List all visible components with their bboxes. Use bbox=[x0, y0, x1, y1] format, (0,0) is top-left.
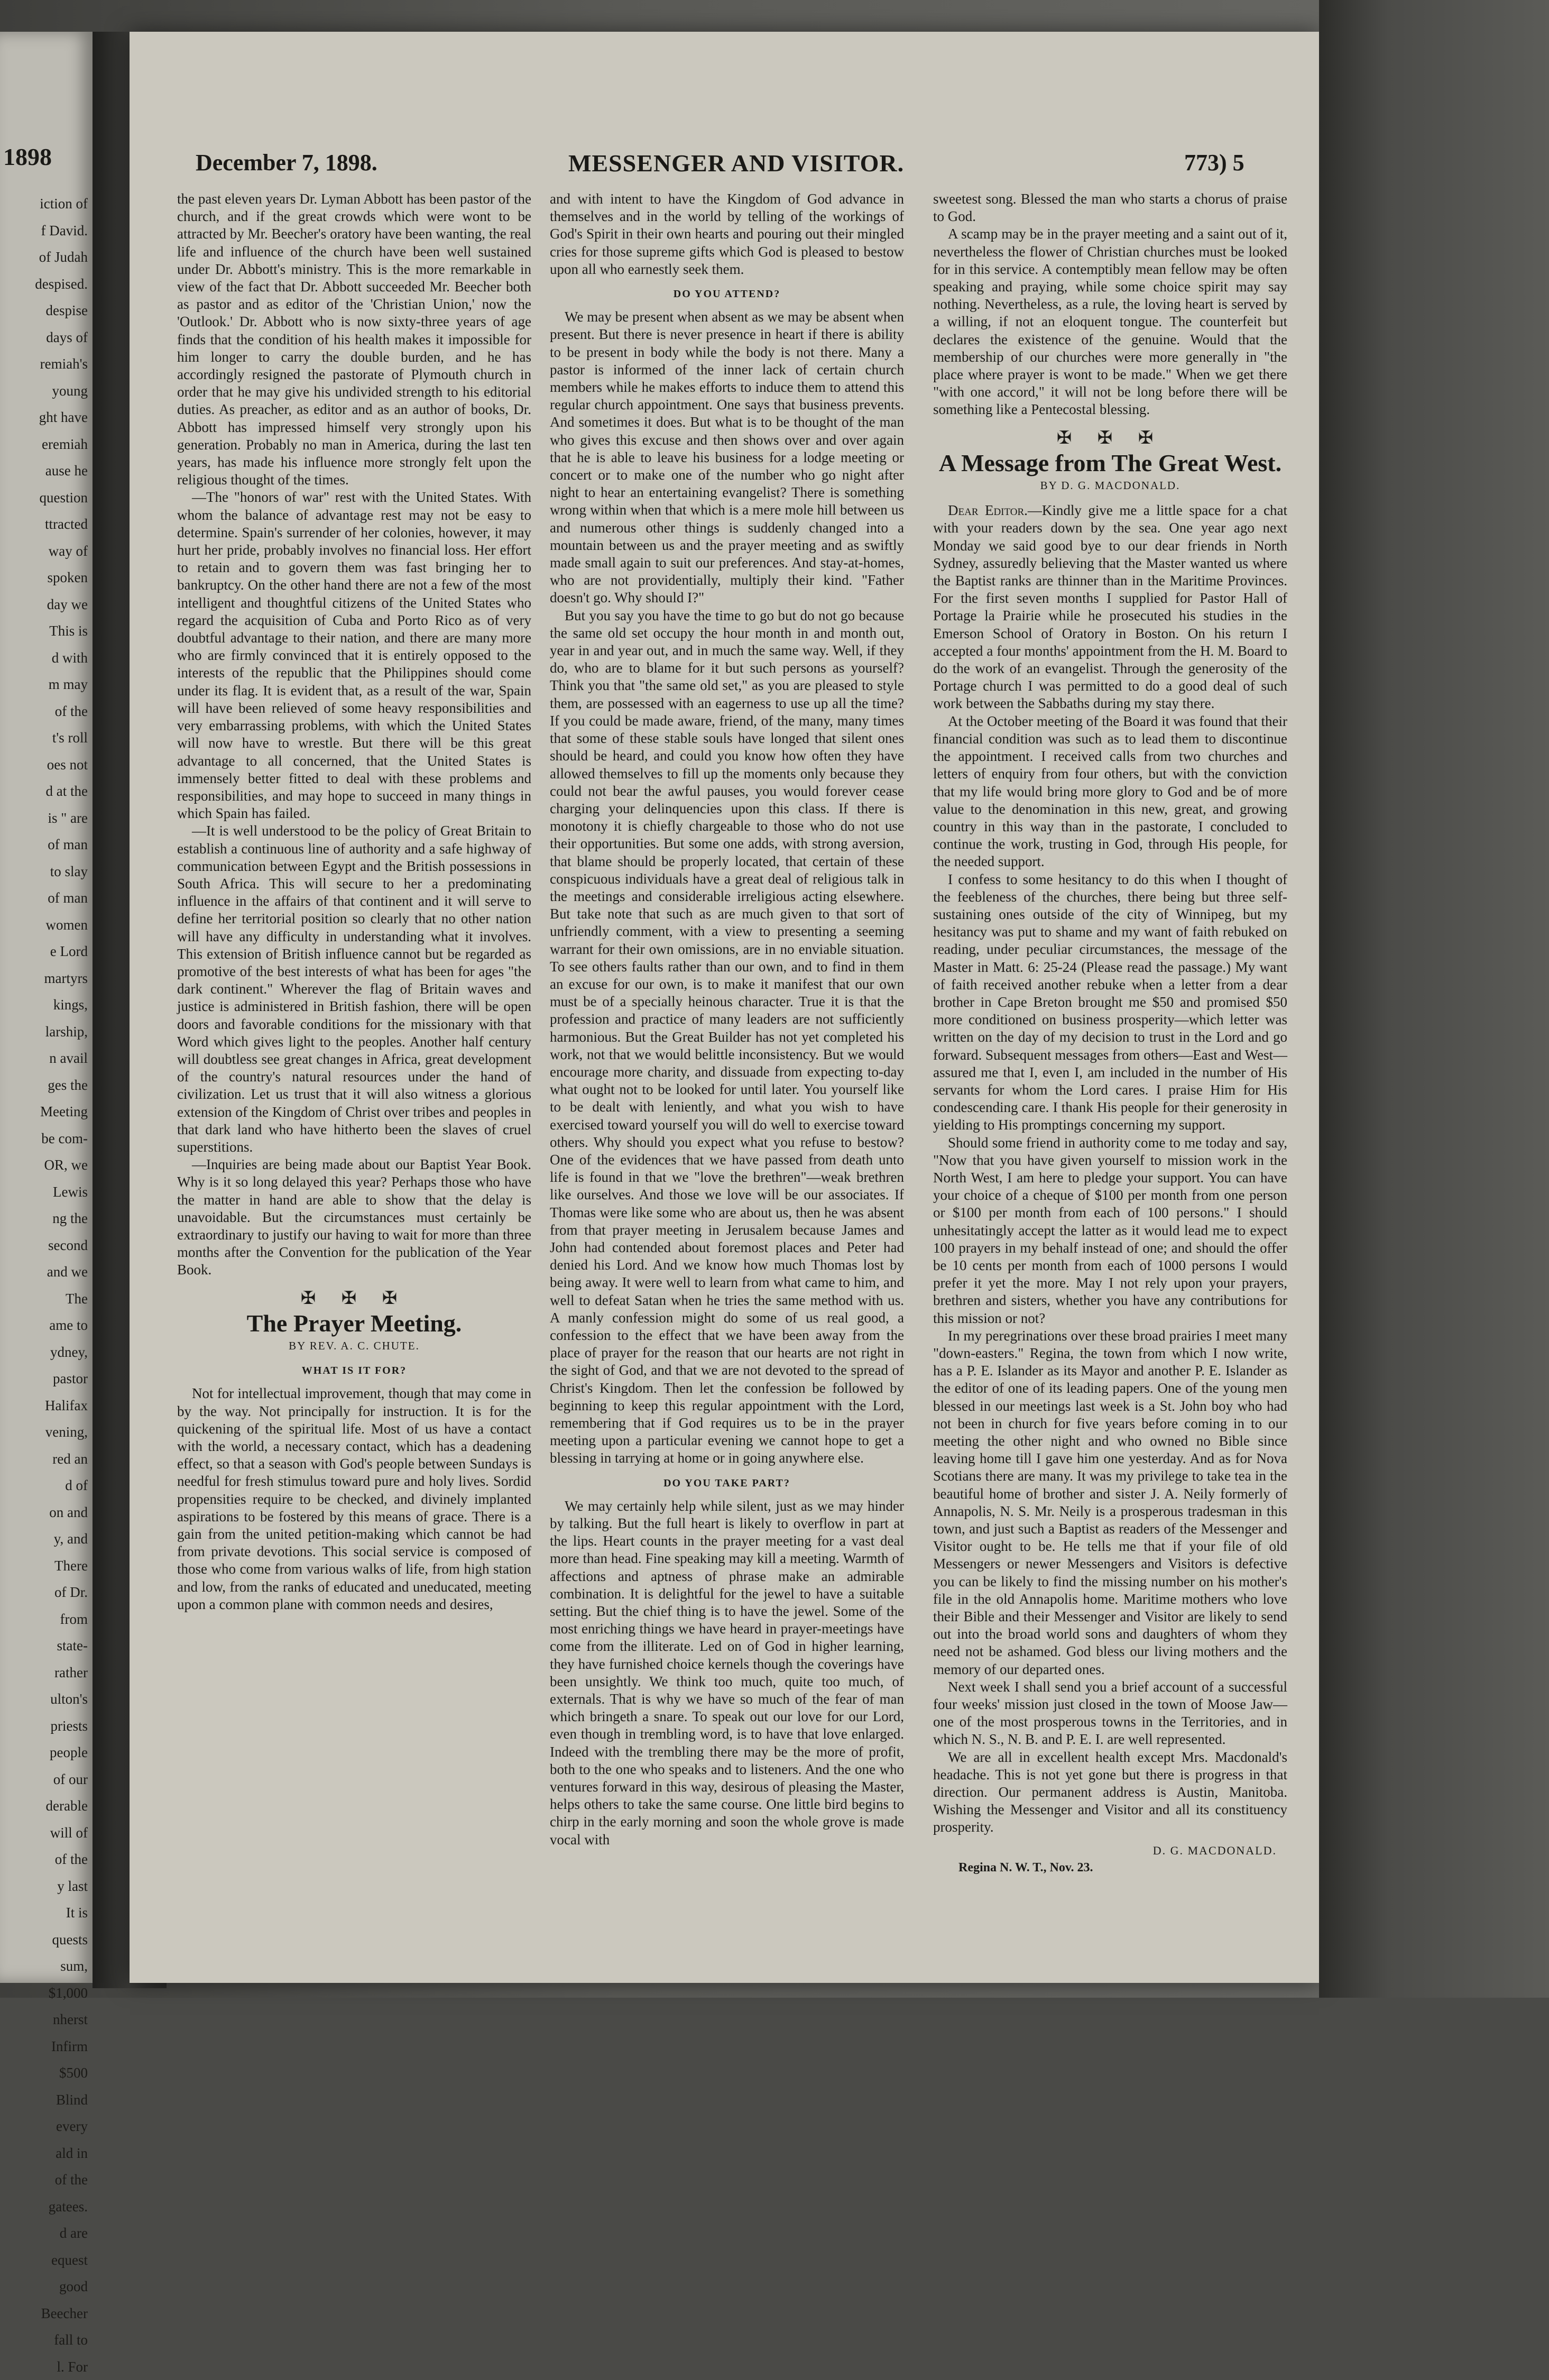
paragraph: the past eleven years Dr. Lyman Abbott has been pastor of the church, and if the great crowds which were wont to be attracted by Mr. Beecher's oratory have been wanting, the real life and influence of the church have been well sustained under Dr. Abbott's ministry. This is the more remarkable in view of the fact that Dr. Abbott succeeded Mr. Beecher both as pastor and as editor of the 'Christian Union,' now the 'Outlook.' Dr. Abbott who is now sixty-three years of age finds that the condition of his health makes it impossible for him longer to carry the double burden, and he has accordingly resigned the pastorate of Plymouth church in order that he may give his undivided strength to his editorial duties. As preacher, as editor and as an author of books, Dr. Abbott has impressed himself very strongly upon his generation. Probably no man in America, during the last ten years, has made his influence more strongly felt upon the religious thought of the times. bbox=[177, 190, 531, 489]
facing-page-line: of the bbox=[3, 698, 88, 725]
facing-page-line: will of bbox=[3, 1820, 88, 1846]
facing-page-line: Halifax bbox=[3, 1392, 88, 1419]
facing-page-line: ght have bbox=[3, 404, 88, 431]
paragraph: But you say you have the time to go but do not go because the same old set occupy the hour month in and month out, year in and year out, and in much the same way. Well, if they do, who are to blame for it but such persons as yourself? Think you that "the same old set," as you are pleased to style them, are possessed with an eagerness to use up all the time? If you could be made aware, friend, of the many, many times that some of these stable souls have longed that silent ones should be heard, and could you know how often they have allowed themselves to fill up the moments only because they could not bear the awful pauses, you would forever cease charging your delinquencies upon this class. If there is monotony it is chiefly chargeable to those who do not use their opportunities. But some one adds, with strong aversion, that blame should be properly located, that certain of these conspicuous individuals have a great deal of religious talk in the meetings and considerable irreligious acting elsewhere. But take note that such as are much given to that sort of unfriendly comment, with a view to presenting a seeming warrant for their own omissions, are in no enviable situation. To see others faults rather than our own, and to find in them an excuse for our own, is to make it manifest that our own must be of a specially heinous character. True it is that the profession and practice of many leaders are not sufficiently harmonious. But the Great Builder has not yet completed his work, not that we would belittle inconsistency. But we would encourage more charity, and dissuade from expecting to-day what ought not to be looked for until later. You yourself like to be dealt with leniently, and what you wish to have exercised toward yourself you will do well to exercise toward others. Why should you expect what you refuse to bestow? One of the evidences that we have passed from death unto life is found in that we "love the brethren"—weak brethren like ourselves. And those we love will be our associates. If Thomas were like some who are about us, then he was absent from that prayer meeting in Jerusalem because James and John had contended about foremost places and Peter had denied his Lord. And we know how much Thomas lost by being away. It were well to learn from what came to him, and well to defeat Satan when he tries the same method with us. A manly confession might do some of us real good, a confession to the effect that we have been away from the place of prayer for the reason that our hearts are not right in the sight of God, and that we are not devoted to the spread of Christ's Kingdom. Then let the confession be followed by beginning to keep this regular appointment with the Lord, remembering that if God requires us to be in the prayer meeting upon a particular evening we cannot hope to get a blessing in tarrying at home or in going anywhere else. bbox=[550, 607, 904, 1467]
facing-page-line: ause he bbox=[3, 457, 88, 484]
section-subhead: WHAT IS IT FOR? bbox=[177, 1362, 531, 1380]
facing-page-line: gatees. bbox=[3, 2193, 88, 2220]
facing-page-line: oes not bbox=[3, 751, 88, 778]
facing-page-line: d at the bbox=[3, 778, 88, 805]
facing-page-line: pastor bbox=[3, 1365, 88, 1392]
facing-page-line: larship, bbox=[3, 1018, 88, 1045]
facing-page-line: OR, we bbox=[3, 1152, 88, 1179]
facing-page-line: way of bbox=[3, 538, 88, 565]
facing-page-line: of our bbox=[3, 1766, 88, 1793]
facing-page-line: e Lord bbox=[3, 938, 88, 965]
facing-page-line: f David. bbox=[3, 217, 88, 244]
author-signature: D. G. MACDONALD. bbox=[933, 1842, 1287, 1859]
article-byline: BY D. G. MACDONALD. bbox=[933, 477, 1287, 494]
facing-page-line: derable bbox=[3, 1793, 88, 1820]
column-2 bbox=[550, 190, 904, 1849]
facing-page-line: women bbox=[3, 912, 88, 939]
facing-page-line: kings, bbox=[3, 991, 88, 1018]
facing-page-line: second bbox=[3, 1232, 88, 1259]
paragraph: —The "honors of war" rest with the United States. With whom the balance of advantage rest may not be easy to determine. Spain's surrender of her colonies, however, it may hurt her pride, probably involves no financial loss. Her effort to retain and to govern them was fast bringing her to bankruptcy. On the other hand there are not a few of the most intelligent and thoughtful citizens of the United States who regard the acquisition of Cuba and Porto Rico as of very doubtful advantage to their nation, and there are many more who are firmly convinced that it is entirely opposed to the interests of the republic that the Philippines should come under its flag. It is evident that, as a result of the war, Spain will have been relieved of some heavy responsibilities and very embarrassing problems, with which the United States will now have to wrestle. But there will be this great advantage to all concerned, that the United States is immensely better fitted to deal with these problems and responsibilities, and may hope to succeed in many things in which Spain has failed. bbox=[177, 489, 531, 822]
facing-page-line: question bbox=[3, 484, 88, 511]
salutation: Dear Editor. bbox=[948, 502, 1028, 518]
facing-page-line: l. For bbox=[3, 2354, 88, 2380]
paragraph: We may certainly help while silent, just as we may hinder by talking. But the full heart is likely to overflow in part at the lips. Heart counts in the prayer meeting for a vast deal more than head. Fine speaking may kill a meeting. Warmth of affections and aptness of phrase make an admirable combination. It is delightful for the jewel to have a suitable setting. But the chief thing is to have the jewel. Some of the most enriching things we have heard in prayer-meetings have come from the illiterate. Led on of God in higher learning, they have furnished choice kernels though the coverings have been unsightly. We think too much, quite too much, of externals. That is why we have so much of the fear of man which bringeth a snare. To speak out our love for our Lord, even though in trembling word, is to have that love enlarged. Indeed with the trembling there may be the more of profit, both to the one who speaks and to listeners. And the one who ventures forward in this way, desirous of pleasing the Master, helps others to take the same course. One little bird begins to chirp in the early morning and soon the whole grove is made vocal with bbox=[550, 1497, 904, 1849]
facing-page-line: of Dr. bbox=[3, 1579, 88, 1606]
facing-page-line: equest bbox=[3, 2247, 88, 2274]
facing-page-line: This is bbox=[3, 618, 88, 645]
facing-page-line: ttracted bbox=[3, 511, 88, 538]
facing-page-line: of man bbox=[3, 885, 88, 912]
facing-page-line: good bbox=[3, 2273, 88, 2300]
article-title: A Message from The Great West. bbox=[933, 454, 1287, 472]
facing-page-line: despise bbox=[3, 297, 88, 324]
section-subhead: DO YOU TAKE PART? bbox=[550, 1475, 904, 1492]
section-subhead: DO YOU ATTEND? bbox=[550, 286, 904, 303]
header-date: December 7, 1898. bbox=[196, 149, 377, 176]
paragraph: Should some friend in authority come to me today and say, "Now that you have given yourself to mission work in the North West, I am here to pledge your support. You can have your choice of a cheque of $100 per month from one person or $100 per month from each of 100 persons." I should unhesitatingly accept the latter as it would lead me to expect 100 prayers in my behalf instead of one; and should the offer be 10 cents per month from each of 1000 persons I would prefer it yet the more. May I not rely upon your prayers, brethren and sisters, whether you have any contributions for this mission or not? bbox=[933, 1134, 1287, 1327]
facing-page-line: of the bbox=[3, 1846, 88, 1873]
paragraph: sweetest song. Blessed the man who starts a chorus of praise to God. bbox=[933, 190, 1287, 225]
facing-page-line: m may bbox=[3, 671, 88, 698]
facing-page-line: There bbox=[3, 1552, 88, 1579]
paragraph: In my peregrinations over these broad prairies I meet many "down-easters." Regina, the town from which I now write, has a P. E. Islander as its Mayor and another P. E. Islander as the editor of one of its leading papers. One of the young men blessed in our meetings last week is a St. John boy who had not been in church for five years before coming in to our meeting the other night and who owned no Bible since leaving home till I gave him one yesterday. And as for Nova Scotians there are many. It was my privilege to take tea in the beautiful home of brother and sister J. A. Neily formerly of Annapolis, N. S. Mr. Neily is a prosperous tradesman in this town, and just such a Baptist as readers of the Messenger and Visitor ought to be. He tells me that if your file of old Messengers or newer Messengers and Visitors is defective you can be likely to find the missing number on his mother's file in the old Annapolis home. Maritime mothers who love their Bible and their Messenger and Visitor are likely to send out into the broad world sons and daughters of whom they need not be ashamed. God bless our living mothers and the memory of our departed ones. bbox=[933, 1327, 1287, 1678]
facing-page-line: red an bbox=[3, 1446, 88, 1473]
paragraph: At the October meeting of the Board it was found that their financial condition was such as to lead them to discontinue the appointment. I received calls from two churches and letters of enquiry from four others, but with the conviction that my life would bring more glory to God and be of more value to the denomination in this new, great, and growing country in this way than in the pastorate, I concluded to continue the work, trusting in God, through His people, for the needed support. bbox=[933, 713, 1287, 871]
facing-page-line: to slay bbox=[3, 858, 88, 885]
paragraph bbox=[933, 502, 1287, 712]
facing-page-column bbox=[3, 190, 88, 2380]
facing-page-line: remiah's bbox=[3, 351, 88, 378]
paragraph: A scamp may be in the prayer meeting and a saint out of it, nevertheless the flower of Christian churches must be looked for in this service. A contemptibly mean fellow may be often speaking and praying, while some choice spirit may say nothing. Nevertheless, as a rule, the loving heart is served by a willing, if not an eloquent tongue. The counterfeit but declares the existence of the genuine. Would that the membership of our churches were more generally in "the place where prayer is wont to be made." When we get there "with one accord," it will not be long before there will be something like a Pentecostal blessing. bbox=[933, 225, 1287, 418]
facing-page-line: martyrs bbox=[3, 965, 88, 992]
facing-page-line: despised. bbox=[3, 271, 88, 298]
dateline: Regina N. W. T., Nov. 23. bbox=[933, 1859, 1287, 1877]
section-ornament: ✠ ✠ ✠ bbox=[177, 1290, 531, 1307]
facing-page-line: Lewis bbox=[3, 1179, 88, 1206]
facing-page-line: be com- bbox=[3, 1125, 88, 1152]
page-number: 773) 5 bbox=[1184, 149, 1244, 176]
section-ornament: ✠ ✠ ✠ bbox=[933, 429, 1287, 447]
facing-page-line: nherst bbox=[3, 2006, 88, 2033]
paragraph: We may be present when absent as we may be absent when present. But there is never presence in heart if there is ability to be present in body while the body is not there. Many a pastor is informed of the inner lack of certain church members while he makes efforts to induce them to attend this regular church appointment. One says that business prevents. And sometimes it does. But what is to be thought of the man who gives this excuse and then shows over and over again that he is able to leave his business for a lodge meeting or concert or to make one of the number who go night after night to hear an entertaining evangelist? There is something wrong within when that which is a mere mole hill between us and numerous other things is suddenly changed into a mountain between us and the prayer meeting and as swiftly made small again to suit our preferences. And stay-at-homes, who are not providentially, multiply their kind. "Father doesn't go. Why should I?" bbox=[550, 308, 904, 607]
facing-page-line: d are bbox=[3, 2220, 88, 2247]
paragraph: —Inquiries are being made about our Baptist Year Book. Why is it so long delayed this year? Perhaps those who have the matter in hand are able to show that the delay is unavoidable. But the circumstances must certainly be extraordinary to justify our having to wait for more than three months after the Convention for the publication of the Year Book. bbox=[177, 1156, 531, 1279]
facing-page-line: of man bbox=[3, 831, 88, 858]
facing-page-line: every bbox=[3, 2113, 88, 2140]
facing-page-line: ges the bbox=[3, 1072, 88, 1099]
facing-page-line: people bbox=[3, 1739, 88, 1766]
facing-page-line: $500 bbox=[3, 2060, 88, 2087]
facing-page-line: n avail bbox=[3, 1045, 88, 1072]
facing-page-line: ald in bbox=[3, 2140, 88, 2167]
paragraph: Not for intellectual improvement, though that may come in by the way. Not principally for instruction. It is for the quickening of the spiritual life. Most of us have a contact with the world, a necessary contact, which has a deadening effect, so that a season with God's people between Sundays is needful for fresh stimulus toward pure and holy lives. Sordid propensities require to be checked, and divinely implanted aspirations to be fostered by this means of grace. There is a gain from the united petition-making which cannot be had from private devotions. This social service is composed of those who come from various walks of life, from high station and low, from the ranks of educated and uneducated, meeting upon a common plane with common needs and desires, bbox=[177, 1385, 531, 1613]
newspaper-page bbox=[130, 32, 1319, 1983]
facing-page-line: is " are bbox=[3, 805, 88, 832]
facing-page-line: The bbox=[3, 1285, 88, 1312]
facing-page-fragment bbox=[0, 32, 93, 1983]
page-header bbox=[130, 149, 1319, 186]
facing-page-line: $1,000 bbox=[3, 1980, 88, 2007]
masthead-title: MESSENGER AND VISITOR. bbox=[568, 149, 904, 177]
paragraph: —It is well understood to be the policy of Great Britain to establish a continuous line of authority and a safe highway of communication between Egypt and the British possessions in South Africa. This will secure to her a predominating influence in the affairs of that continent and it will serve to define her territorial position so clearly that no other nation will have any difficulty in understanding what it involves. This extension of British influence cannot but be regarded as promotive of the best interests of what has been for ages "the dark continent." Wherever the flag of Britain waves and justice is administered in British fashion, there will be open doors and favorable conditions for the missionary with that Word which gives light to the peoples. Another half century will doubtless see great changes in Africa, great development of the country's natural resources under the hand of civilization. Let us trust that it will also witness a glorious extension of the Kingdom of Christ over tribes and peoples in that dark land who have hitherto been the slaves of cruel superstitions. bbox=[177, 822, 531, 1156]
facing-page-line: of the bbox=[3, 2166, 88, 2193]
facing-page-line: priests bbox=[3, 1713, 88, 1740]
facing-page-line: spoken bbox=[3, 564, 88, 591]
facing-page-line: y last bbox=[3, 1873, 88, 1900]
facing-page-line: eremiah bbox=[3, 431, 88, 458]
facing-page-line: fall to bbox=[3, 2327, 88, 2354]
facing-page-line: d with bbox=[3, 645, 88, 672]
paragraph: I confess to some hesitancy to do this when I thought of the feebleness of the churches, there being but three self-sustaining ones outside of the city of Winnipeg, but my hesitancy was put to shame and my want of faith rebuked on reading, under peculiar circumstances, the message of the Master in Matt. 6: 25-24 (Please read the passage.) My want of faith received another rebuke when a letter from a dear brother in Cape Breton brought me $50 and promised $50 more conditioned on business prosperity—which letter was written on the day of my decision to trust in the Lord and go forward. Subsequent messages from others—East and West—assured me that I, even I, am included in the number of His servants for whom the Lord cares. I praise Him for His condescending care. I thank His people for their generosity in yielding to His promptings concerning my support. bbox=[933, 871, 1287, 1134]
facing-page-line: quests bbox=[3, 1926, 88, 1953]
facing-page-line: from bbox=[3, 1606, 88, 1633]
facing-page-line: ame to bbox=[3, 1312, 88, 1339]
facing-page-line: Infirm bbox=[3, 2033, 88, 2060]
facing-page-line: iction of bbox=[3, 190, 88, 217]
facing-page-line: days of bbox=[3, 324, 88, 351]
facing-page-line: d of bbox=[3, 1472, 88, 1499]
scanner-background-right bbox=[1319, 0, 1549, 1998]
facing-page-line: Beecher bbox=[3, 2300, 88, 2327]
facing-page-line: Blind bbox=[3, 2087, 88, 2113]
paragraph: We are all in excellent health except Mrs. Macdonald's headache. This is not yet gone but there is progress in that direction. Our permanent address is Austin, Manitoba. Wishing the Messenger and Visitor and all its constituency prosperity. bbox=[933, 1749, 1287, 1836]
facing-page-line: and we bbox=[3, 1258, 88, 1285]
facing-page-line: state- bbox=[3, 1632, 88, 1659]
facing-page-line: sum, bbox=[3, 1953, 88, 1980]
facing-page-year: 1898 bbox=[3, 143, 52, 171]
facing-page-line: It is bbox=[3, 1899, 88, 1926]
facing-page-line: ydney, bbox=[3, 1339, 88, 1366]
facing-page-line: vening, bbox=[3, 1419, 88, 1446]
paragraph-text: —Kindly give me a little space for a chat with your readers down by the sea. One year ago next Monday we said good bye to our dear friends in North Sydney, assuredly believing that the Master wanted us where the Baptist ranks are thinner than in the Maritime Provinces. For the first seven months I supplied for Pastor Hall of Portage la Prairie while he prosecuted his studies in the Emerson School of Oratory in Boston. On his return I accepted a four months' appointment from the H. M. Board to do the work of an evangelist. Through the generosity of the Portage church I was permitted to do a good deal of such work between the Sabbaths during my stay there. bbox=[933, 502, 1287, 711]
column-1 bbox=[177, 190, 531, 1613]
column-3 bbox=[933, 190, 1287, 1877]
facing-page-line: ulton's bbox=[3, 1686, 88, 1713]
facing-page-line: ng the bbox=[3, 1205, 88, 1232]
article-byline: BY REV. A. C. CHUTE. bbox=[177, 1337, 531, 1355]
facing-page-line: of Judah bbox=[3, 244, 88, 271]
paragraph: and with intent to have the Kingdom of God advance in themselves and in the world by telling of the workings of God's Spirit in their own hearts and pouring out their mingled cries for those supreme gifts which God is pleased to bestow upon all who earnestly seek them. bbox=[550, 190, 904, 278]
facing-page-line: on and bbox=[3, 1499, 88, 1526]
facing-page-line: day we bbox=[3, 591, 88, 618]
facing-page-line: rather bbox=[3, 1659, 88, 1686]
facing-page-line: Meeting bbox=[3, 1098, 88, 1125]
paragraph: Next week I shall send you a brief account of a successful four weeks' mission just closed in the town of Moose Jaw—one of the most prosperous towns in the Territories, and in which N. S., N. B. and P. E. I. are well represented. bbox=[933, 1678, 1287, 1749]
facing-page-line: young bbox=[3, 378, 88, 405]
facing-page-line: y, and bbox=[3, 1526, 88, 1552]
facing-page-line: t's roll bbox=[3, 724, 88, 751]
article-title: The Prayer Meeting. bbox=[177, 1315, 531, 1332]
